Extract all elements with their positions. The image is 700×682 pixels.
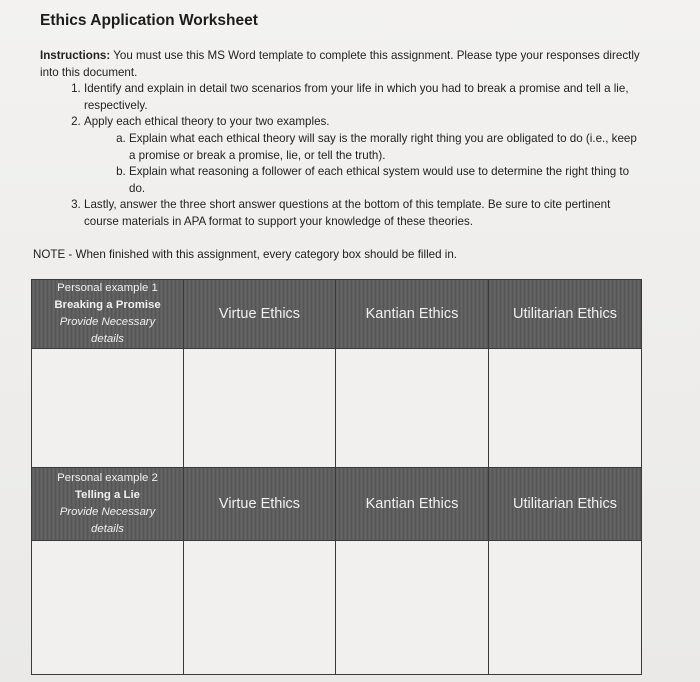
column-header-utilitarian: Utilitarian Ethics xyxy=(489,280,642,349)
instructions-label: Instructions: xyxy=(40,49,111,62)
answer-row-example-2 xyxy=(32,541,642,675)
list-item: 2. Apply each ethical theory to your two examples. a. Explain what each ethical theory will say is the morally right thing you are obligated to do (i.e., keep a promise or break a promise, lie, or tell the truth). b. Explain what reasoning a follower of each ethical system would use to determine the right thing to do. xyxy=(84,114,640,197)
note-text: NOTE - When finished with this assignment, every category box should be filled in. xyxy=(33,248,458,261)
sub-list-item: a. Explain what each ethical theory will say is the morally right thing you are obligated to do (i.e., keep a promise or break a promise, lie, or tell the truth). xyxy=(129,131,640,164)
column-header-kantian: Kantian Ethics xyxy=(336,468,489,541)
instructions-block xyxy=(40,48,640,231)
answer-cell[interactable] xyxy=(489,541,642,675)
instructions-text: You must use this MS Word template to complete this assignment. Please type your responses directly into this document. xyxy=(40,49,640,79)
sub-list-item: b. Explain what reasoning a follower of each ethical system would use to determine the right thing to do. xyxy=(129,164,640,197)
table-header-row xyxy=(32,468,642,541)
answer-cell[interactable] xyxy=(184,541,336,675)
answer-cell[interactable] xyxy=(32,349,184,468)
column-header-virtue: Virtue Ethics xyxy=(184,468,336,541)
table-header-row xyxy=(32,280,642,349)
sub-list xyxy=(84,131,640,197)
list-item: 1. Identify and explain in detail two scenarios from your life in which you had to break a promise and tell a lie, respectively. xyxy=(84,81,640,114)
column-header-utilitarian: Utilitarian Ethics xyxy=(489,468,642,541)
instructions-intro xyxy=(40,48,640,81)
category-cell-example-2: Personal example 2 Telling a Lie Provide Necessary details xyxy=(32,468,184,541)
category-cell-example-1: Personal example 1 Breaking a Promise Provide Necessary details xyxy=(32,280,184,349)
answer-cell[interactable] xyxy=(336,541,489,675)
instructions-list xyxy=(40,81,640,230)
answer-cell[interactable] xyxy=(489,349,642,468)
page-title: Ethics Application Worksheet xyxy=(40,12,258,29)
list-item: 3. Lastly, answer the three short answer questions at the bottom of this template. Be sure to cite pertinent course materials in APA format to support your knowledge of these theories. xyxy=(84,197,640,230)
column-header-virtue: Virtue Ethics xyxy=(184,280,336,349)
column-header-kantian: Kantian Ethics xyxy=(336,280,489,349)
answer-cell[interactable] xyxy=(32,541,184,675)
answer-row-example-1 xyxy=(32,349,642,468)
answer-cell[interactable] xyxy=(184,349,336,468)
answer-cell[interactable] xyxy=(336,349,489,468)
ethics-table xyxy=(31,279,642,675)
